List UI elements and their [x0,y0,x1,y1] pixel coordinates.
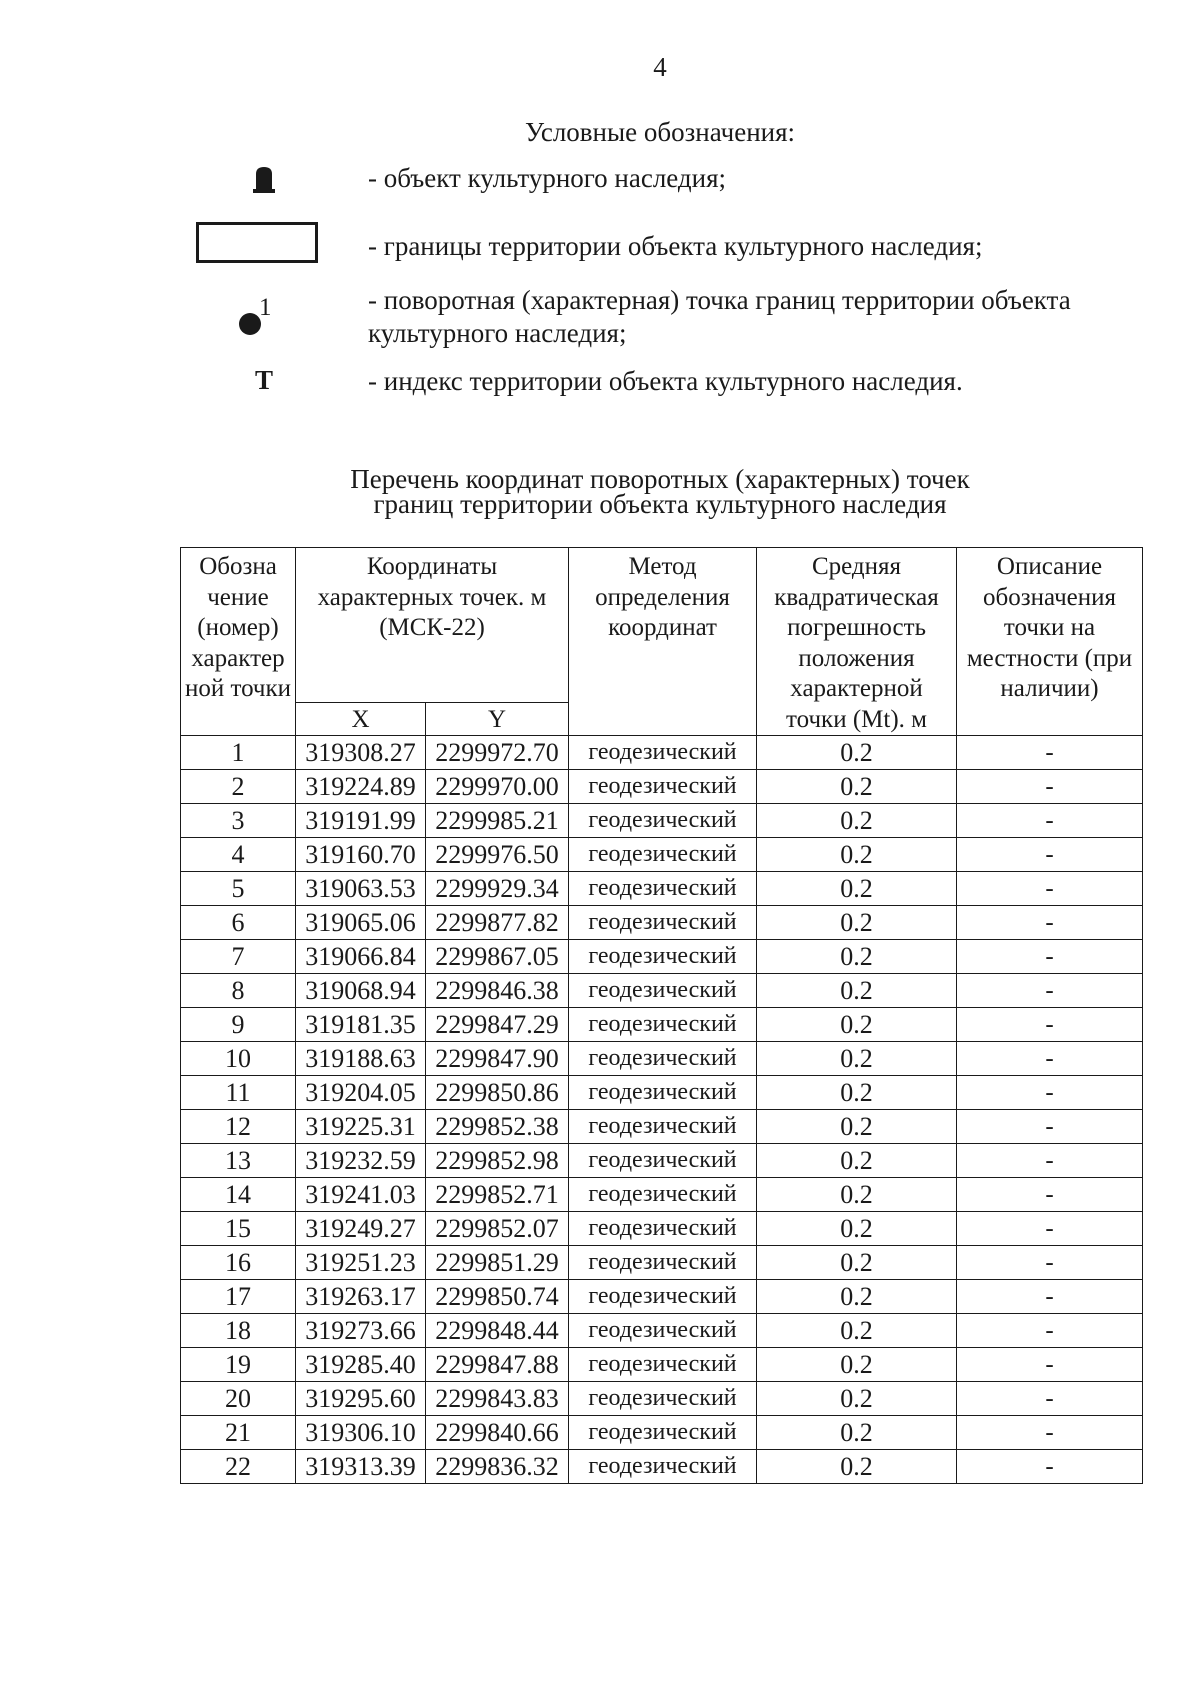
cell-error: 0.2 [757,1314,957,1348]
cell-error: 0.2 [757,1280,957,1314]
cell-point-number: 11 [181,1076,296,1110]
legend-item-turning-point: - поворотная (характерная) точка границ территории объекта культурного наследия; [368,285,1071,348]
cell-description: - [957,1144,1143,1178]
cell-method: геодезический [569,872,757,906]
page-number: 4 [653,52,667,82]
table-row [181,906,1143,940]
cell-x: 319068.94 [296,974,426,1008]
table-row [181,770,1143,804]
header-y: Y [426,702,569,735]
cell-method: геодезический [569,1348,757,1382]
cell-point-number: 2 [181,770,296,804]
cell-error: 0.2 [757,1076,957,1110]
cell-error: 0.2 [757,736,957,770]
cell-error: 0.2 [757,906,957,940]
cell-description: - [957,1280,1143,1314]
table-row [181,1212,1143,1246]
cell-method: геодезический [569,1382,757,1416]
cell-x: 319224.89 [296,770,426,804]
table-title [300,464,1020,519]
cell-y: 2299850.74 [426,1280,569,1314]
cell-point-number: 6 [181,906,296,940]
cell-description: - [957,770,1143,804]
header-description: Описание обозначения точки на местности (при наличии) [957,548,1143,736]
cell-y: 2299972.70 [426,736,569,770]
cell-description: - [957,736,1143,770]
cell-point-number: 7 [181,940,296,974]
cell-method: геодезический [569,974,757,1008]
cell-y: 2299852.07 [426,1212,569,1246]
cell-error: 0.2 [757,1042,957,1076]
cell-error: 0.2 [757,974,957,1008]
cell-error: 0.2 [757,838,957,872]
cell-y: 2299840.66 [426,1416,569,1450]
legend-item-index: - индекс территории объекта культурного наследия. [368,366,963,396]
cell-method: геодезический [569,1042,757,1076]
cell-point-number: 21 [181,1416,296,1450]
cell-y: 2299847.29 [426,1008,569,1042]
cell-x: 319241.03 [296,1178,426,1212]
coordinates-table [180,547,1143,1484]
cell-point-number: 9 [181,1008,296,1042]
cell-description: - [957,1314,1143,1348]
cell-x: 319181.35 [296,1008,426,1042]
cell-y: 2299850.86 [426,1076,569,1110]
cell-description: - [957,1042,1143,1076]
cell-point-number: 1 [181,736,296,770]
cell-x: 319191.99 [296,804,426,838]
legend-item-boundary: - границы территории объекта культурного наследия; [368,231,983,261]
cell-description: - [957,1110,1143,1144]
legend-item-monument: - объект культурного наследия; [368,163,727,193]
boundary-rect-icon [196,222,318,263]
cell-description: - [957,1416,1143,1450]
cell-method: геодезический [569,1280,757,1314]
cell-method: геодезический [569,838,757,872]
cell-point-number: 14 [181,1178,296,1212]
cell-y: 2299843.83 [426,1382,569,1416]
cell-description: - [957,1076,1143,1110]
cell-description: - [957,1178,1143,1212]
cell-method: геодезический [569,1178,757,1212]
cell-point-number: 22 [181,1450,296,1484]
cell-error: 0.2 [757,1246,957,1280]
cell-method: геодезический [569,1076,757,1110]
cell-error: 0.2 [757,1212,957,1246]
cell-point-number: 13 [181,1144,296,1178]
table-row [181,1382,1143,1416]
cell-x: 319232.59 [296,1144,426,1178]
table-row [181,1280,1143,1314]
table-row [181,1314,1143,1348]
cell-y: 2299852.38 [426,1110,569,1144]
turning-point-label: 1 [259,294,272,321]
cell-error: 0.2 [757,1178,957,1212]
turning-point-icon [239,313,261,335]
cell-point-number: 12 [181,1110,296,1144]
cell-x: 319249.27 [296,1212,426,1246]
cell-point-number: 3 [181,804,296,838]
cell-y: 2299836.32 [426,1450,569,1484]
cell-method: геодезический [569,1008,757,1042]
cell-y: 2299867.05 [426,940,569,974]
cell-point-number: 10 [181,1042,296,1076]
cell-y: 2299848.44 [426,1314,569,1348]
cell-x: 319313.39 [296,1450,426,1484]
cell-description: - [957,1008,1143,1042]
cell-y: 2299976.50 [426,838,569,872]
table-row [181,940,1143,974]
table-title-line-1: Перечень координат поворотных (характерных) точек [350,464,970,494]
header-error: Средняя квадратическая погрешность положения характерной точки (Mt). м [757,548,957,736]
cell-x: 319160.70 [296,838,426,872]
cell-method: геодезический [569,1450,757,1484]
cell-y: 2299929.34 [426,872,569,906]
cell-y: 2299852.71 [426,1178,569,1212]
cell-method: геодезический [569,1212,757,1246]
cell-method: геодезический [569,1246,757,1280]
cell-point-number: 16 [181,1246,296,1280]
table-row [181,1246,1143,1280]
cell-point-number: 20 [181,1382,296,1416]
cell-description: - [957,1348,1143,1382]
cell-method: геодезический [569,906,757,940]
cell-error: 0.2 [757,1450,957,1484]
cell-error: 0.2 [757,1110,957,1144]
cell-point-number: 17 [181,1280,296,1314]
table-row [181,1110,1143,1144]
cell-description: - [957,1450,1143,1484]
table-row [181,974,1143,1008]
table-row [181,838,1143,872]
cell-y: 2299852.98 [426,1144,569,1178]
cell-y: 2299847.90 [426,1042,569,1076]
cell-error: 0.2 [757,1382,957,1416]
cell-description: - [957,974,1143,1008]
cell-description: - [957,872,1143,906]
cell-method: геодезический [569,736,757,770]
cell-x: 319063.53 [296,872,426,906]
cell-method: геодезический [569,1314,757,1348]
cell-description: - [957,804,1143,838]
cell-method: геодезический [569,1416,757,1450]
index-icon: Т [255,365,274,395]
table-row [181,1144,1143,1178]
table-row [181,872,1143,906]
table-row [181,1042,1143,1076]
cell-x: 319188.63 [296,1042,426,1076]
cell-error: 0.2 [757,872,957,906]
cell-x: 319225.31 [296,1110,426,1144]
cell-point-number: 15 [181,1212,296,1246]
cell-error: 0.2 [757,1416,957,1450]
table-row [181,1178,1143,1212]
header-point: Обозна чение (номер) характер ной точки [181,548,296,736]
table-row [181,1450,1143,1484]
table-row [181,1008,1143,1042]
cell-x: 319263.17 [296,1280,426,1314]
cell-point-number: 5 [181,872,296,906]
cell-x: 319308.27 [296,736,426,770]
cell-description: - [957,1382,1143,1416]
cell-point-number: 18 [181,1314,296,1348]
cell-x: 319306.10 [296,1416,426,1450]
header-method: Метод определения координат [569,548,757,736]
cell-point-number: 19 [181,1348,296,1382]
cell-y: 2299970.00 [426,770,569,804]
cell-y: 2299851.29 [426,1246,569,1280]
table-row [181,736,1143,770]
monument-icon [253,165,275,193]
cell-error: 0.2 [757,940,957,974]
cell-description: - [957,906,1143,940]
cell-description: - [957,838,1143,872]
table-row [181,1416,1143,1450]
header-coordinates: Координаты характерных точек. м (МСК-22) [296,548,569,703]
legend-title: Условные обозначения: [524,117,796,147]
cell-method: геодезический [569,1110,757,1144]
cell-description: - [957,1246,1143,1280]
cell-x: 319066.84 [296,940,426,974]
cell-error: 0.2 [757,804,957,838]
cell-y: 2299847.88 [426,1348,569,1382]
cell-x: 319273.66 [296,1314,426,1348]
cell-x: 319204.05 [296,1076,426,1110]
header-x: X [296,702,426,735]
cell-y: 2299846.38 [426,974,569,1008]
cell-description: - [957,1212,1143,1246]
cell-y: 2299877.82 [426,906,569,940]
table-row [181,1348,1143,1382]
cell-x: 319285.40 [296,1348,426,1382]
cell-description: - [957,940,1143,974]
cell-y: 2299985.21 [426,804,569,838]
cell-x: 319065.06 [296,906,426,940]
cell-error: 0.2 [757,1348,957,1382]
cell-error: 0.2 [757,770,957,804]
cell-method: геодезический [569,940,757,974]
cell-error: 0.2 [757,1008,957,1042]
cell-x: 319295.60 [296,1382,426,1416]
cell-error: 0.2 [757,1144,957,1178]
table-title-line-2: границ территории объекта культурного наследия [373,489,947,519]
cell-method: геодезический [569,770,757,804]
cell-x: 319251.23 [296,1246,426,1280]
cell-point-number: 4 [181,838,296,872]
cell-method: геодезический [569,804,757,838]
table-row [181,1076,1143,1110]
cell-method: геодезический [569,1144,757,1178]
cell-point-number: 8 [181,974,296,1008]
table-row [181,804,1143,838]
